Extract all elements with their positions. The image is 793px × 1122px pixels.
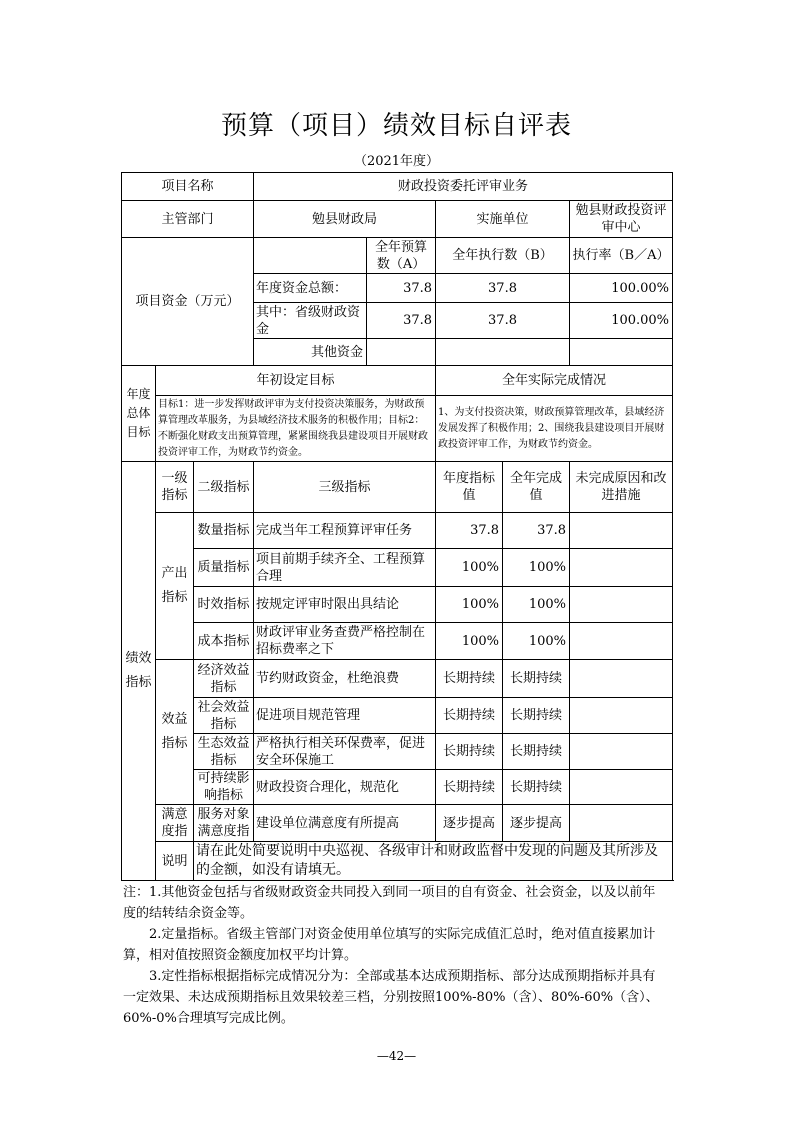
target-cell: 100% (436, 549, 503, 587)
funds-row-budget: 37.8 (367, 303, 436, 339)
reason-cell (570, 734, 673, 770)
level2-cell: 可持续影响指标 (194, 770, 254, 805)
dept-label: 主管部门 (122, 201, 254, 238)
level3-cell: 严格执行相关环保费率，促进安全环保施工 (254, 734, 436, 770)
level3-cell: 项目前期手续齐全、工程预算合理 (254, 549, 436, 587)
funds-col-budget: 全年预算数（A） (367, 238, 436, 274)
level2-cell: 生态效益指标 (194, 734, 254, 770)
target-cell: 长期持续 (436, 660, 503, 698)
actual-cell: 100% (503, 623, 570, 660)
page-number: —42— (376, 1049, 417, 1063)
note-1: 注：1.其他资金包括与省级财政资金共同投入到同一项目的自有资金、社会资金，以及以前年度的结转结余资金等。 (123, 885, 656, 921)
funds-row-budget: 37.8 (367, 274, 436, 303)
header-level2: 二级指标 (194, 462, 254, 513)
project-name-label: 项目名称 (122, 173, 254, 201)
level2-cell: 时效指标 (194, 587, 254, 623)
group-benefit: 效益指标 (156, 660, 194, 805)
goal-done-header: 全年实际完成情况 (436, 366, 673, 396)
level3-cell: 节约财政资金，杜绝浪费 (254, 660, 436, 698)
level2-cell: 成本指标 (194, 623, 254, 660)
reason-cell (570, 660, 673, 698)
actual-cell: 100% (503, 587, 570, 623)
funds-row-rate: 100.00% (570, 303, 673, 339)
indicators-label: 绩效指标 (122, 462, 156, 881)
funds-row-name: 其中：省级财政资金 (254, 303, 367, 339)
reason-cell (570, 623, 673, 660)
target-cell: 37.8 (436, 513, 503, 549)
project-name-value: 财政投资委托评审业务 (254, 173, 673, 201)
header-level1: 一级指标 (156, 462, 194, 513)
remark-label: 说明 (156, 842, 194, 881)
actual-cell: 长期持续 (503, 770, 570, 805)
funds-row-rate (570, 339, 673, 366)
actual-cell: 37.8 (503, 513, 570, 549)
funds-row-exec: 37.8 (436, 303, 570, 339)
target-cell: 长期持续 (436, 734, 503, 770)
reason-cell (570, 770, 673, 805)
dept-value: 勉县财政局 (254, 201, 436, 238)
impl-value: 勉县财政投资评审中心 (570, 201, 673, 238)
actual-cell: 100% (503, 549, 570, 587)
note-3: 3.定性指标根据指标完成情况分为：全部或基本达成预期指标、部分达成预期指标并具有一定效果、未达成预期指标且效果较差三档，分别按照100%-80%（含）、80%-60%（含）、60%-0%合理填写完成比例。 (123, 969, 659, 1026)
header-actual: 全年完成值 (503, 462, 570, 513)
level3-cell: 财政投资合理化，规范化 (254, 770, 436, 805)
funds-row-name: 年度资金总额： (254, 274, 367, 303)
funds-row-rate: 100.00% (570, 274, 673, 303)
level2-cell: 社会效益指标 (194, 698, 254, 734)
level3-cell: 按规定评审时限出具结论 (254, 587, 436, 623)
funds-row-exec (436, 339, 570, 366)
actual-cell: 长期持续 (503, 698, 570, 734)
goal-set-header: 年初设定目标 (156, 366, 436, 396)
target-cell: 100% (436, 587, 503, 623)
impl-label: 实施单位 (436, 201, 570, 238)
funds-col-rate: 执行率（B／A） (570, 238, 673, 274)
level3-cell: 财政评审业务查费严格控制在招标费率之下 (254, 623, 436, 660)
funds-row-exec: 37.8 (436, 274, 570, 303)
reason-cell (570, 513, 673, 549)
group-output: 产出指标 (156, 513, 194, 660)
remark-text: 请在此处简要说明中央巡视、各级审计和财政监督中发现的问题及其所涉及的金额，如没有请填无。 (194, 842, 673, 881)
self-evaluation-table (121, 172, 673, 881)
reason-cell (570, 549, 673, 587)
level2-cell: 质量指标 (194, 549, 254, 587)
actual-cell: 长期持续 (503, 734, 570, 770)
annual-goal-label: 年度总体目标 (122, 366, 156, 462)
header-level3: 三级指标 (254, 462, 436, 513)
page-title: 预算（项目）绩效目标自评表 (220, 111, 572, 141)
level2-cell: 数量指标 (194, 513, 254, 549)
actual-cell: 逐步提高 (503, 805, 570, 842)
level3-cell: 建设单位满意度有所提高 (254, 805, 436, 842)
notes (123, 882, 668, 1029)
funds-label: 项目资金（万元） (122, 238, 254, 366)
actual-cell: 长期持续 (503, 660, 570, 698)
target-cell: 长期持续 (436, 770, 503, 805)
funds-row-name: 其他资金 (254, 339, 367, 366)
year-label: （2021年度） (353, 154, 440, 169)
note-2: 2.定量指标。省级主管部门对资金使用单位填写的实际完成值汇总时，绝对值直接累加计算，相对值按照资金额度加权平均计算。 (123, 927, 656, 963)
funds-col-exec: 全年执行数（B） (436, 238, 570, 274)
funds-header-blank (254, 238, 367, 274)
target-cell: 逐步提高 (436, 805, 503, 842)
group-satisfaction: 满意度指 (156, 805, 194, 842)
level3-cell: 促进项目规范管理 (254, 698, 436, 734)
target-cell: 长期持续 (436, 698, 503, 734)
goal-set-text: 目标1：进一步发挥财政评审为支付投资决策服务，为财政预算管理改革服务，为县域经济技术服务的积极作用；目标2：不断强化财政支出预算管理，紧紧围绕我县建设项目开展财政投资评审工作，为财政节约资金。 (156, 396, 436, 462)
header-target: 年度指标值 (436, 462, 503, 513)
funds-row-budget (367, 339, 436, 366)
level3-cell: 完成当年工程预算评审任务 (254, 513, 436, 549)
header-reason: 未完成原因和改进措施 (570, 462, 673, 513)
goal-done-text: 1、为支付投资决策，财政预算管理改革，县域经济发展发挥了积极作用；2、围绕我县建设项目开展财政投资评审工作，为财政节约资金。 (436, 396, 673, 462)
target-cell: 100% (436, 623, 503, 660)
reason-cell (570, 587, 673, 623)
reason-cell (570, 698, 673, 734)
level2-cell: 服务对象满意度指 (194, 805, 254, 842)
level2-cell: 经济效益指标 (194, 660, 254, 698)
reason-cell (570, 805, 673, 842)
